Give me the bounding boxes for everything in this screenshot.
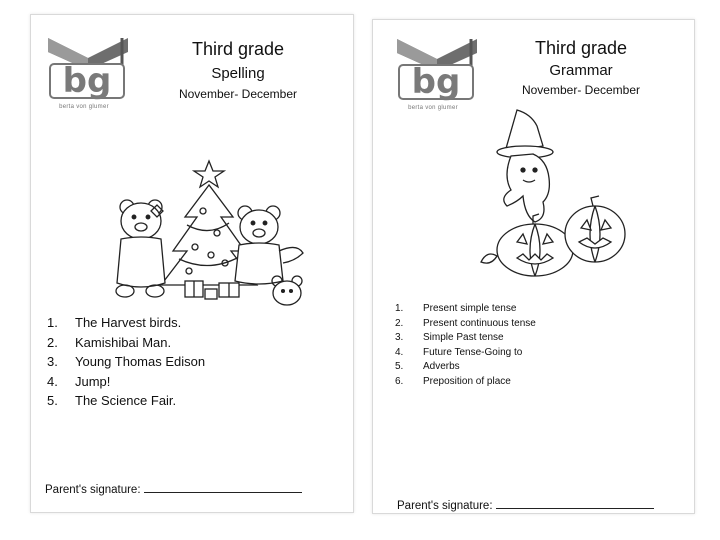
- spelling-card: [30, 14, 354, 513]
- list-item: 1. The Harvest birds.: [47, 315, 182, 330]
- list-item: 5. The Science Fair.: [47, 393, 177, 408]
- logo-caption: berta von glumer: [408, 105, 458, 111]
- list-item: 1. Present simple tense: [395, 303, 517, 314]
- school-logo-icon: [44, 30, 130, 116]
- card-title: Third grade: [191, 39, 285, 59]
- grammar-card: [372, 19, 695, 514]
- signature-line: [144, 482, 302, 493]
- spelling-topic-list: [47, 313, 205, 411]
- list-item: 4. Future Tense-Going to: [395, 346, 523, 358]
- list-item: 3. Simple Past tense: [395, 332, 504, 343]
- card-period: November- December: [521, 83, 641, 97]
- list-item: 5. Adverbs: [395, 361, 460, 372]
- signature-label: Parent's signature:: [397, 500, 493, 512]
- card-subject: Grammar: [549, 62, 613, 79]
- school-logo-icon: [393, 31, 479, 117]
- grammar-topic-list: [395, 302, 536, 389]
- logo-letters: bg: [411, 62, 461, 102]
- list-item: 4. Jump!: [47, 373, 111, 389]
- logo-letters: bg: [62, 61, 112, 101]
- signature-line: [496, 498, 654, 509]
- card-subject: Spelling: [211, 65, 265, 82]
- logo-caption: berta von glumer: [59, 104, 109, 110]
- list-item: 3. Young Thomas Edison: [47, 354, 206, 369]
- parent-signature: [45, 482, 302, 496]
- card-period: November- December: [178, 87, 298, 101]
- list-item: 2. Kamishibai Man.: [47, 334, 172, 350]
- teddy-bears-christmas-tree-icon: [107, 155, 312, 307]
- halloween-ghost-pumpkins-icon: [477, 106, 637, 278]
- list-item: 2. Present continuous tense: [395, 317, 536, 329]
- list-item: 6. Preposition of place: [395, 375, 511, 387]
- parent-signature: [397, 498, 654, 512]
- card-title: Third grade: [534, 38, 628, 58]
- signature-label: Parent's signature:: [45, 484, 141, 496]
